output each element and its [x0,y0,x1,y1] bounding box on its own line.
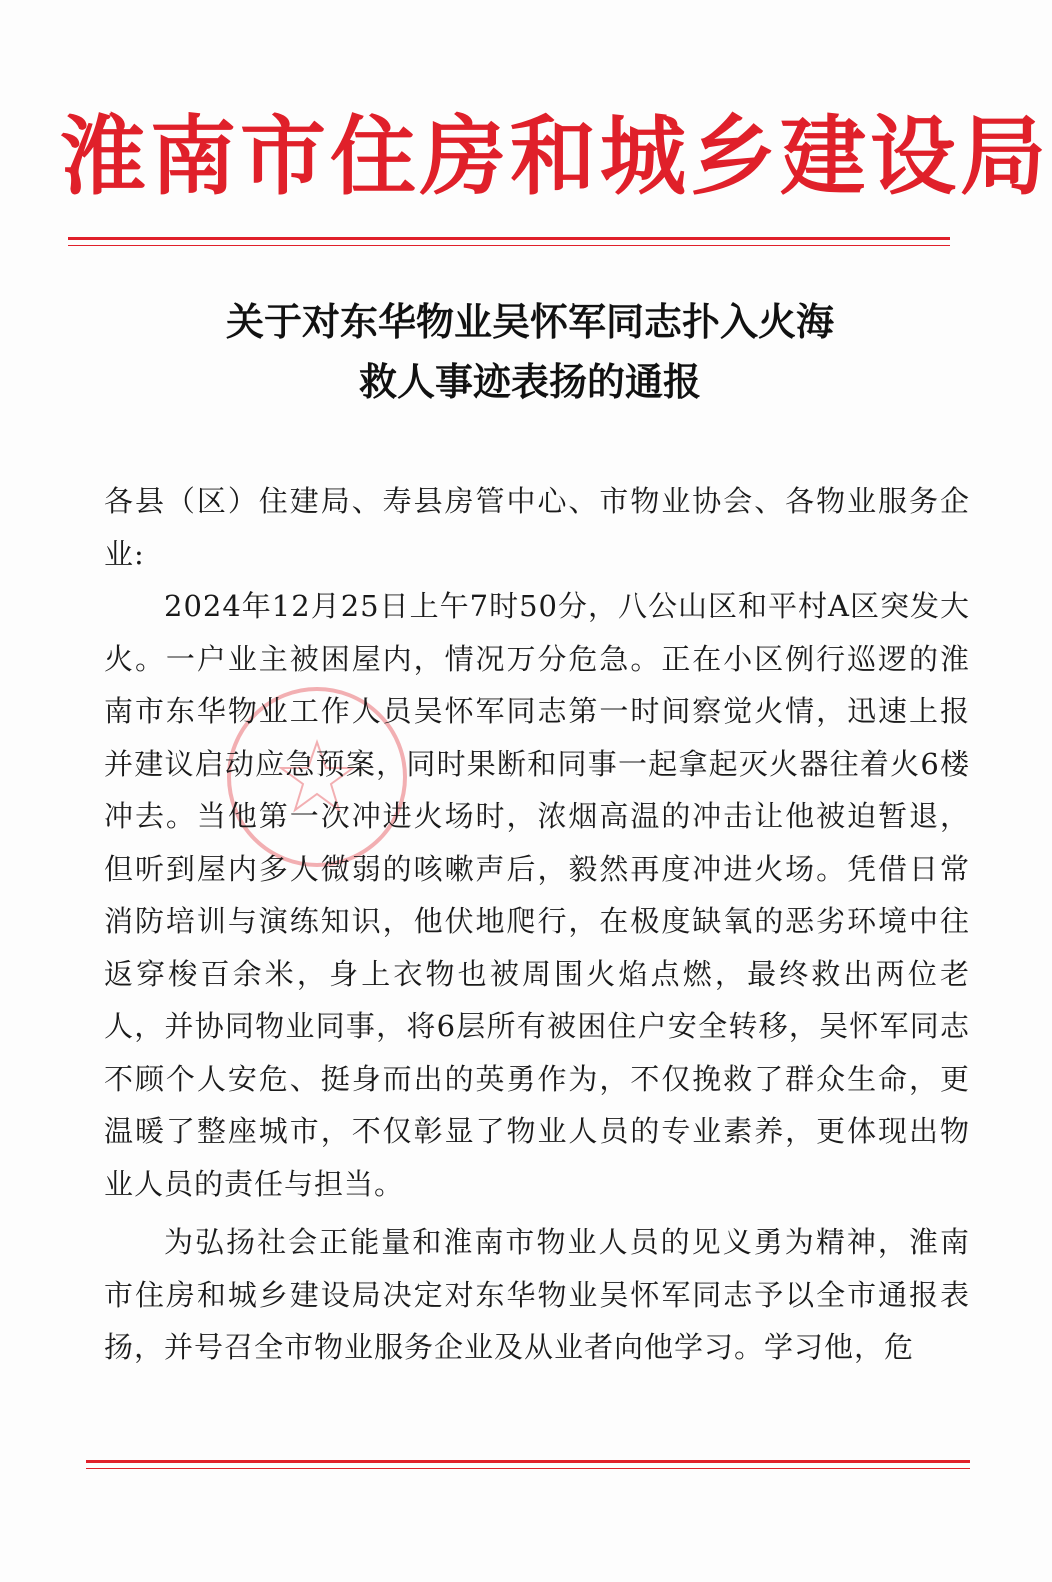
footer-red-rule-thin [86,1468,970,1469]
header-red-rule [68,237,950,240]
salutation-paragraph: 各县（区）住建局、寿县房管中心、市物业协会、各物业服务企业: [104,484,970,571]
document-title-line-2: 救人事迹表扬的通报 [358,360,701,404]
document-title [60,292,1000,412]
body-paragraph-1: 2024年12月25日上午7时50分，八公山区和平村A区突发大火。一户业主被困屋内，情况万分危急。正在小区例行巡逻的淮南市东华物业工作人员吴怀军同志第一时间察觉火情，迅速上报并建议启动应急预案，同时果断和同事一起拿起灭火器往着火6楼冲去。当他第一次冲进火场时，浓烟高温的冲击让他被迫暂退，但听到屋内多人微弱的咳嗽声后，毅然再度冲进火场。凭借日常消防培训与演练知识，他伏地爬行，在极度缺氧的恶劣环境中往返穿梭百余米，身上衣物也被周围火焰点燃，最终救出两位老人，并协同物业同事，将6层所有被困住户安全转移，吴怀军同志不顾个人安危、挺身而出的英勇作为，不仅挽救了群众生命，更温暖了整座城市，不仅彰显了物业人员的专业素养，更体现出物业人员的责任与担当。 [104,589,970,1201]
header-red-rule-thin [68,245,950,246]
org-header-title: 淮南市住房和城乡建设局 [60,106,1050,207]
body-paragraph-2: 为弘扬社会正能量和淮南市物业人员的见义勇为精神，淮南市住房和城乡建设局决定对东华物业吴怀军同志予以全市通报表扬，并号召全市物业服务企业及从业者向他学习。学习他，危 [104,1225,970,1364]
footer-red-rule [86,1460,970,1463]
document-body [104,475,970,1374]
document-title-line-1: 关于对东华物业吴怀军同志扑入火海 [225,300,834,344]
